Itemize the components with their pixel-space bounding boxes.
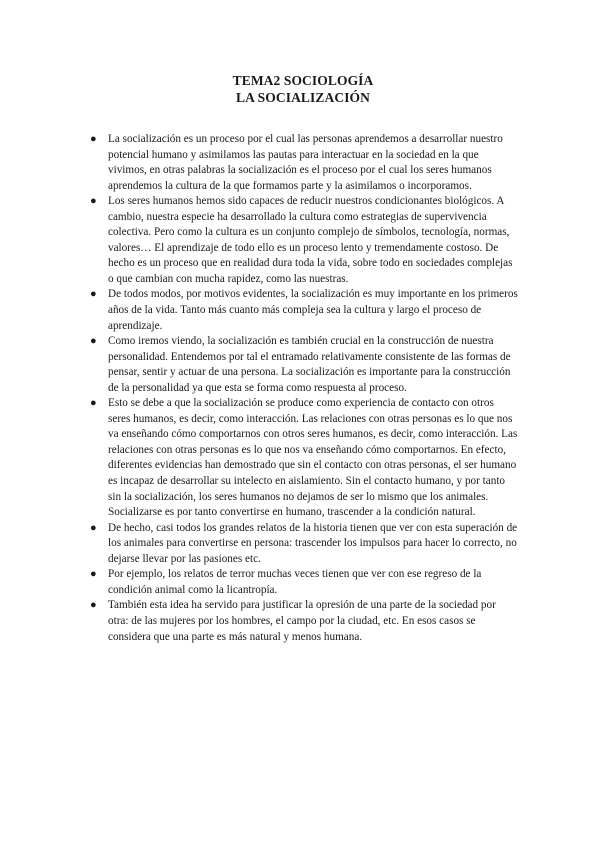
list-item <box>88 598 518 645</box>
bullet-list <box>88 132 518 645</box>
paragraph-text: Esto se debe a que la socialización se produce como experiencia de contacto con otros seres humanos, es decir, como interacción. Las relaciones con otras personas es lo que nos va enseñando cómo comportarnos con otros seres humanos, es decir, como interacción. Las relaciones con otras personas es lo que nos va enseñando cómo comportarnos. En efecto, diferentes evidencias han demostrado que sin el contacto con otras personas, el ser humano es incapaz de desarrollar su intelecto en aislamiento. Sin el contacto humano, y por tanto sin la socialización, los seres humanos no dejamos de ser lo mismo que los animales. Socializarse es por tanto convertirse en humano, trascender a la condición natural. <box>108 397 518 519</box>
paragraph-text: Los seres humanos hemos sido capaces de reducir nuestros condicionantes biológicos. A cambio, nuestra especie ha desarrollado la cultura como estrategias de supervivencia colectiva. Pero como la cultura es un conjunto complejo de símbolos, tecnología, normas, valores… El aprendizaje de todo ello es un proceso lento y tremendamente costoso. De hecho es un proceso que en realidad dura toda la vida, sobre todo en sociedades complejas o que cambian con mucha rapidez, como las nuestras. <box>108 195 513 285</box>
list-item <box>88 521 518 568</box>
bullet-icon: ● <box>90 288 97 301</box>
paragraph-text: Como iremos viendo, la socialización es también crucial en la construcción de nuestra personalidad. Entendemos por tal el entramado relativamente consistente de las formas de pensar, sentir y actuar de una persona. La socialización es importante para la construcción de la personalidad ya que esta se forma como respuesta al proceso. <box>108 335 511 394</box>
bullet-icon: ● <box>90 599 97 612</box>
list-item <box>88 287 518 334</box>
paragraph-text: De hecho, casi todos los grandes relatos de la historia tienen que ver con esta superación de los animales para convertirse en persona: trascender los impulsos para hacer lo correcto, no dejarse llevar por las pasiones etc. <box>108 521 518 565</box>
bullet-icon: ● <box>90 335 97 348</box>
bullet-icon: ● <box>90 521 97 534</box>
document-subtitle: LA SOCIALIZACIÓN <box>235 90 370 105</box>
bullet-icon: ● <box>90 568 97 581</box>
title-block <box>88 72 518 106</box>
paragraph-text: De todos modos, por motivos evidentes, la socialización es muy importante en los primeros años de la vida. Tanto más cuanto más compleja sea la cultura y largo el proceso de aprendizaje. <box>108 288 518 332</box>
document-title: TEMA2 SOCIOLOGÍA <box>232 73 374 88</box>
list-item <box>88 194 518 287</box>
list-item <box>88 334 518 396</box>
paragraph-text: La socialización es un proceso por el cual las personas aprendemos a desarrollar nuestro potencial humano y asimilamos las pautas para interactuar en la sociedad en la que vivimos, en otras palabras la socialización es el proceso por el cual los seres humanos aprendemos la cultura de la que formamos parte y la asimilamos o incorporamos. <box>108 133 503 192</box>
paragraph-text: Por ejemplo, los relatos de terror muchas veces tienen que ver con ese regreso de la condición animal como la licantropía. <box>108 568 482 596</box>
list-item <box>88 132 518 194</box>
bullet-icon: ● <box>90 397 97 410</box>
bullet-icon: ● <box>90 133 97 145</box>
list-item <box>88 567 518 598</box>
bullet-icon: ● <box>90 195 97 208</box>
paragraph-text: También esta idea ha servido para justificar la opresión de una parte de la sociedad por otra: de las mujeres por los hombres, el campo por la ciudad, etc. En esos casos se considera que una parte es más natural y menos humana. <box>108 599 496 643</box>
list-item <box>88 396 518 520</box>
